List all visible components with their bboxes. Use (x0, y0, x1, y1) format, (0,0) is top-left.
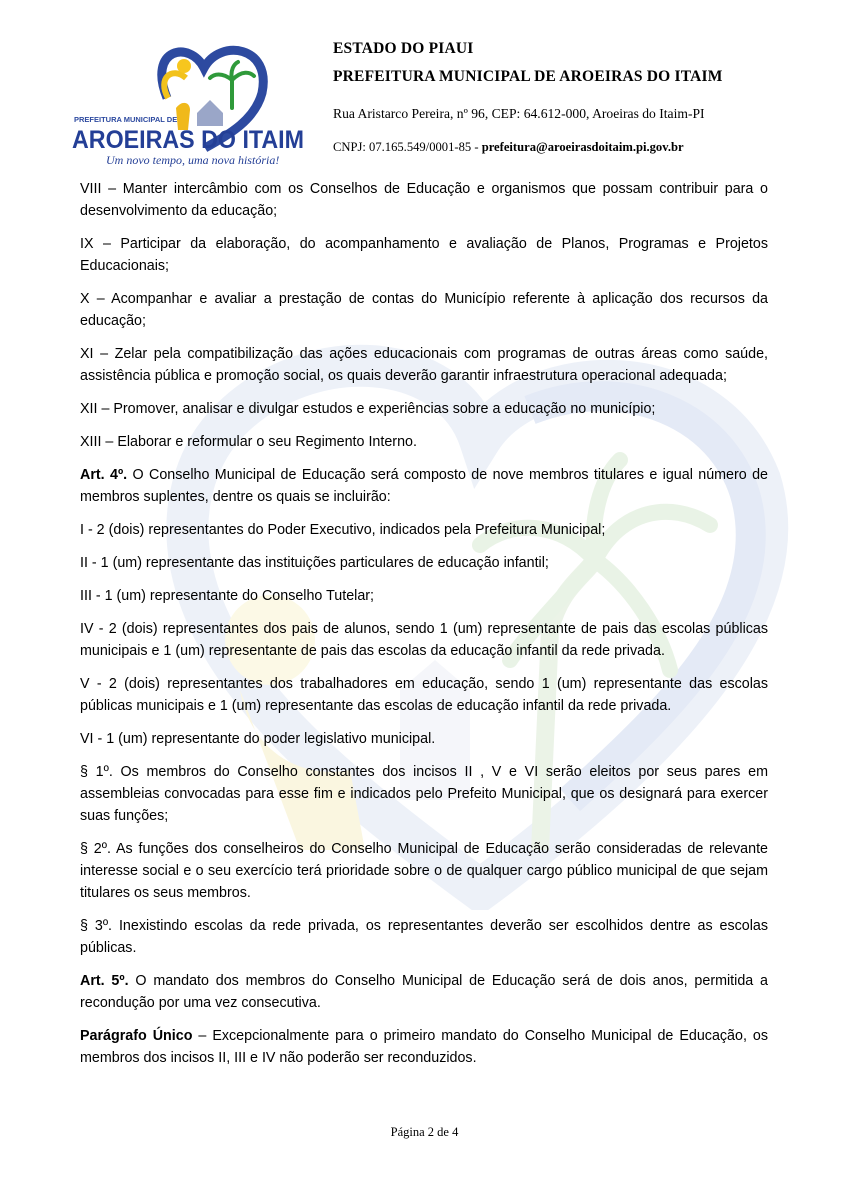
paragraph-text: XIII – Elaborar e reformular o seu Regimento Interno. (80, 434, 417, 450)
paragraph (80, 915, 768, 959)
paragraph-text: X – Acompanhar e avaliar a prestação de contas do Município referente à aplicação dos recursos da educação; (80, 291, 768, 329)
paragraph-text: III - 1 (um) representante do Conselho Tutelar; (80, 588, 375, 604)
paragraph (80, 618, 768, 662)
paragraph (80, 761, 768, 827)
paragraph (80, 398, 768, 420)
logo-slogan: Um novo tempo, uma nova história! (106, 153, 280, 167)
paragraph-text: § 1º. Os membros do Conselho constantes dos incisos II , V e VI serão eleitos por seus pares em assembleias convocadas para esse fim e indicados pelo Prefeito Municipal, que os designará para exercer suas funções; (80, 764, 768, 824)
cnpj-text: CNPJ: 07.165.549/0001-85 - (333, 140, 482, 154)
paragraph-text: XII – Promover, analisar e divulgar estudos e experiências sobre a educação no município; (80, 401, 656, 417)
logo-name: AROEIRAS DO ITAIM (72, 126, 304, 154)
paragraph-text: § 3º. Inexistindo escolas da rede privada, os representantes deverão ser escolhidos dentre as escolas públicas. (80, 918, 768, 956)
letterhead (333, 40, 833, 155)
state-name: ESTADO DO PIAUI (333, 40, 474, 57)
address-line: Rua Aristarco Pereira, nº 96, CEP: 64.612-000, Aroeiras do Itaim-PI (333, 106, 705, 121)
document-body (80, 178, 768, 1080)
paragraph (80, 585, 768, 607)
paragraph-text: – Excepcionalmente para o primeiro mandato do Conselho Municipal de Educação, os membros dos incisos II, III e IV não poderão ser reconduzidos. (80, 1028, 768, 1066)
logo-top-text: PREFEITURA MUNICIPAL DE (74, 115, 178, 124)
article-paragraph (80, 1025, 768, 1069)
paragraph-text: O mandato dos membros do Conselho Municipal de Educação será de dois anos, permitida a recondução por uma vez consecutiva. (80, 973, 768, 1011)
page-number: Página 2 de 4 (390, 1125, 459, 1139)
paragraph (80, 288, 768, 332)
paragraph-text: II - 1 (um) representante das instituições particulares de educação infantil; (80, 555, 549, 571)
paragraph-text: I - 2 (dois) representantes do Poder Executivo, indicados pela Prefeitura Municipal; (80, 522, 606, 538)
article-paragraph (80, 970, 768, 1014)
article-number: Art. 5º. (80, 973, 129, 989)
paragraph (80, 178, 768, 222)
paragraph-text: V - 2 (dois) representantes dos trabalhadores em educação, sendo 1 (um) representante das escolas públicas municipais e 1 (um) representante das escolas de educação infantil da rede privada. (80, 676, 768, 714)
article-paragraph (80, 464, 768, 508)
paragraph-text: O Conselho Municipal de Educação será composto de nove membros titulares e igual número de membros suplentes, dentre os quais se incluirão: (80, 467, 768, 505)
paragraph-text: § 2º. As funções dos conselheiros do Conselho Municipal de Educação serão consideradas de relevante interesse social e o seu exercício terá prioridade sobre o de qualquer cargo público municipal de que sejam titulares os seus membros. (80, 841, 768, 901)
article-number: Art. 4º. (80, 467, 128, 483)
cnpj-line (333, 140, 833, 155)
paragraph (80, 343, 768, 387)
paragraph (80, 552, 768, 574)
prefecture-name: PREFEITURA MUNICIPAL DE AROEIRAS DO ITAIM (333, 68, 723, 85)
paragraph (80, 519, 768, 541)
paragraph (80, 673, 768, 717)
sun-icon (177, 59, 191, 73)
paragraph (80, 431, 768, 453)
paragraph-text: VIII – Manter intercâmbio com os Conselhos de Educação e organismos que possam contribuir para o desenvolvimento da educação; (80, 181, 768, 219)
municipality-logo (72, 38, 317, 168)
email-link[interactable]: prefeitura@aroeirasdoitaim.pi.gov.br (481, 140, 684, 154)
paragraph-text: IX – Participar da elaboração, do acompanhamento e avaliação de Planos, Programas e Projetos Educacionais; (80, 236, 768, 274)
paragraph (80, 233, 768, 277)
paragraph-text: XI – Zelar pela compatibilização das ações educacionais com programas de outras áreas como saúde, assistência pública e promoção social, os quais deverão garantir infraestrutura operacional adequada; (80, 346, 768, 384)
paragraph-text: VI - 1 (um) representante do poder legislativo municipal. (80, 731, 436, 747)
article-number: Parágrafo Único (80, 1028, 193, 1044)
paragraph (80, 728, 768, 750)
paragraph-text: IV - 2 (dois) representantes dos pais de alunos, sendo 1 (um) representante de pais das escolas públicas municipais e 1 (um) representante de pais das escolas da educação infantil da rede privada. (80, 621, 768, 659)
paragraph (80, 838, 768, 904)
